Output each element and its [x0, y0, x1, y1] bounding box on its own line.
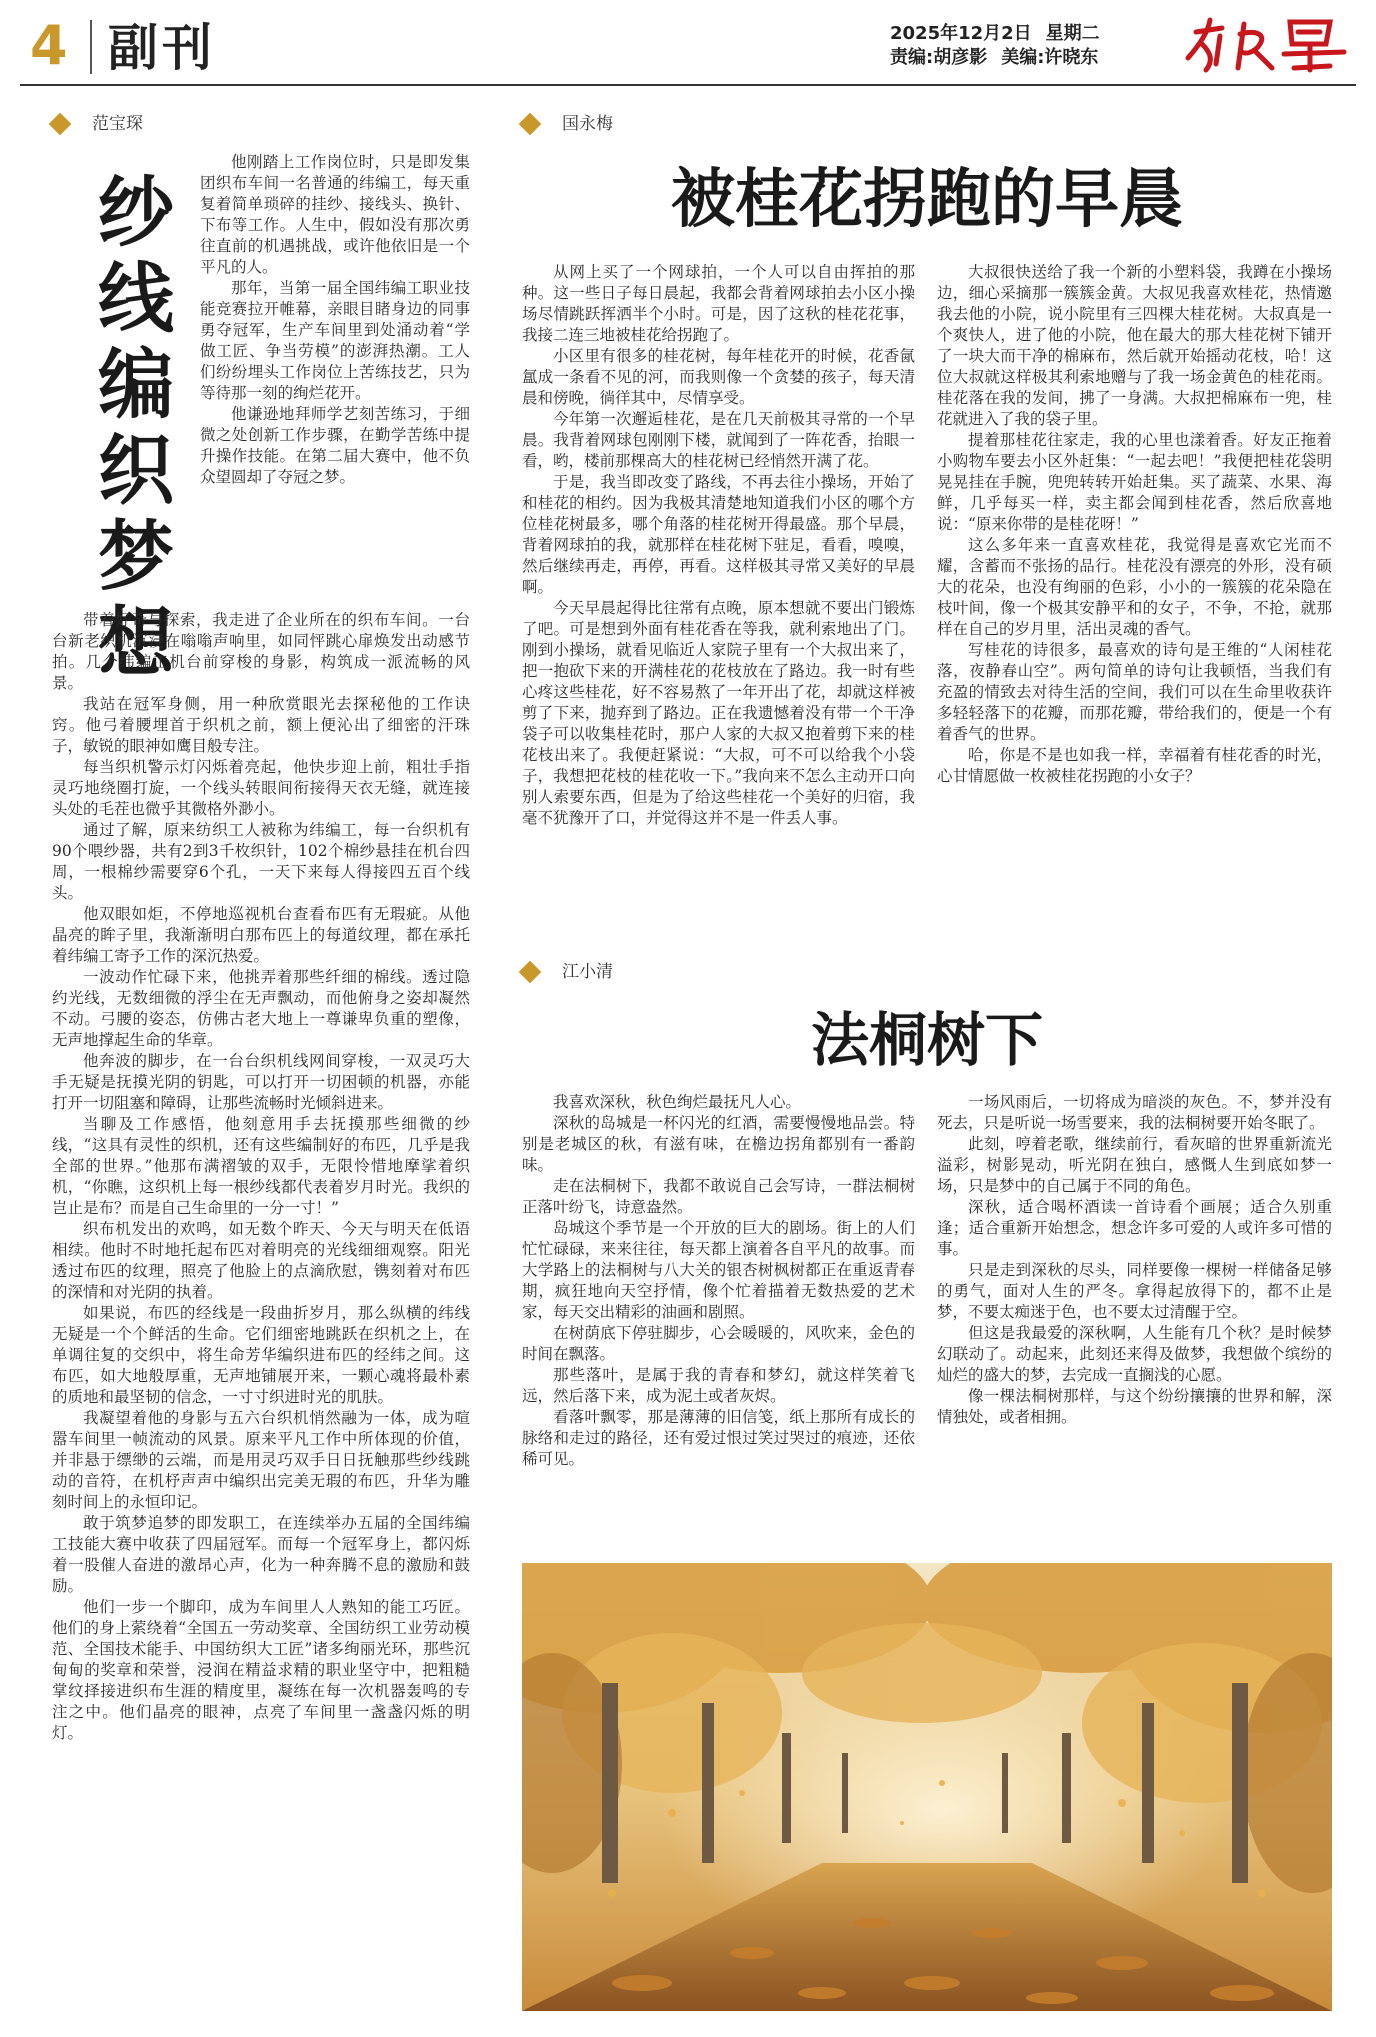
issue-weekday: 星期二: [1045, 23, 1100, 44]
paragraph: 深秋的岛城是一杯闪光的红酒，需要慢慢地品尝。特别是老城区的秋，有滋有味，在檐边拐角都别有一番韵味。: [522, 1114, 915, 1174]
article3-col1: [522, 1092, 915, 1470]
paragraph: 只是走到深秋的尽头，同样要像一棵树一样储备足够的勇气，面对人生的严冬。拿得起放得下的，都不止是梦，不要太痴迷于色，也不要太过清醒于空。: [937, 1261, 1332, 1321]
author-article1: 范宝琛: [92, 114, 143, 134]
article1-body: [52, 610, 470, 1744]
issue-date: 2025年12月2日: [890, 23, 1032, 44]
autumn-trees-photo: [522, 1563, 1332, 2011]
section-title: 副刊: [108, 19, 216, 77]
article3-col2: [937, 1092, 1332, 1428]
title-article2: 被桂花拐跑的早晨: [671, 163, 1183, 237]
paragraph: 带着好奇与探索，我走进了企业所在的织布车间。一台台新老织机沉浸在嗡嗡声响里，如同怦跳心扉焕发出动感节拍。几个纬编工机台前穿梭的身影，构筑成一派流畅的风景。: [52, 611, 470, 692]
diamond-bullet-icon: [519, 961, 542, 984]
paragraph: 当聊及工作感悟，他刻意用手去抚摸那些细微的纱线，“这具有灵性的织机，还有这些编制好的布匹，几乎是我全部的世界。”他那布满褶皱的双手，无限怜惜地摩挲着织机，“你瞧，这织机上每一根纱线都代表着岁月时光。我织的岂止是布？而是自己生命里的一分一寸！”: [52, 1115, 470, 1217]
paragraph: 于是，我当即改变了路线，不再去往小操场，开始了和桂花的相约。因为我极其清楚地知道我们小区的哪个方位桂花树最多，哪个角落的桂花树开得最盛。那个早晨，背着网球拍的我，就那样在桂花树下驻足，看看，嗅嗅，然后继续再走，再停，再看。这样极其寻常又美好的早晨啊。: [522, 473, 915, 596]
paragraph: 他刚踏上工作岗位时，只是即发集团织布车间一名普通的纬编工，每天重复着简单琐碎的挂纱、接线头、换针、下布等工作。人生中，假如没有那次勇往直前的机遇挑战，或许他依旧是一个平凡的人。: [200, 153, 470, 276]
paragraph: 敢于筑梦追梦的即发职工，在连续举办五届的全国纬编工技能大赛中收获了四届冠军。而每一个冠军身上，都闪烁着一股催人奋进的激昂心声，化为一种奔腾不息的激励和鼓励。: [52, 1514, 470, 1595]
editor-credit: 责编:胡彦影: [890, 47, 988, 68]
paragraph: 织布机发出的欢鸣，如无数个昨天、今天与明天在低语相续。他时不时地托起布匹对着明亮的光线细细观察。阳光透过布匹的纹理，照亮了他脸上的点滴欣慰，镌刻着对布匹的深情和对光阴的执着。: [52, 1220, 470, 1301]
diamond-bullet-icon: [519, 113, 542, 136]
paragraph: 我凝望着他的身影与五六台织机悄然融为一体，成为喧嚣车间里一帧流动的风景。原来平凡工作中所体现的价值，并非悬于缥缈的云端，而是用灵巧双手日日抚触那些纱线跳动的音符，在机杼声声中编织出完美无瑕的布匹，升华为雕刻时间上的永恒印记。: [52, 1409, 470, 1511]
paragraph: 此刻，哼着老歌，继续前行，看灰暗的世界重新流光溢彩，树影晃动，听光阴在独白，感慨人生到底如梦一场，只是梦中的自己属于不同的角色。: [937, 1135, 1332, 1195]
byline-article1: [52, 112, 512, 142]
byline-article2: [522, 112, 1332, 142]
paragraph: 他谦逊地拜师学艺刻苦练习，于细微之处创新工作步骤，在勤学苦练中提升操作技能。在第二届大赛中，他不负众望圆却了夺冠之梦。: [200, 405, 470, 486]
paragraph: 他双眼如炬，不停地巡视机台查看布匹有无瑕疵。从他晶亮的眸子里，我渐渐明白那布匹上的每道纹理，都在承托着纬编工寄予工作的深沉热爱。: [52, 905, 470, 965]
paragraph: 写桂花的诗很多，最喜欢的诗句是王维的“人闲桂花落，夜静春山空”。两句简单的诗句让我顿悟，当我们有充盈的情致去对待生活的空间，我们可以在生命里收获许多轻轻落下的花瓣，而那花瓣，带给我们的，便是一个有着香气的世界。: [937, 641, 1332, 743]
calligraphy-logo-icon: [1180, 14, 1360, 76]
designer-credit: 美编:许晓东: [1001, 47, 1099, 68]
paragraph: 在树荫底下停驻脚步，心会暖暖的，风吹来，金色的时间在飘落。: [522, 1324, 915, 1363]
paragraph: 哈，你是不是也如我一样，幸福着有桂花香的时光，心甘情愿做一枚被桂花拐跑的小女子？: [937, 746, 1332, 785]
paragraph: 大叔很快送给了我一个新的小塑料袋，我蹲在小操场边，细心采摘那一簇簇金黄。大叔见我喜欢桂花，热情邀我去他的小院，说小院里有三四棵大桂花树。大叔真是一个爽快人，进了他的小院，他在最大的那大桂花树下铺开了一块大而干净的棉麻布，然后就开始摇动花枝，哈！这位大叔就这样极其利索地赠与了我一场金黄色的桂花雨。桂花落在我的发间，拂了一身满。大叔把棉麻布一兜，桂花就进入了我的袋子里。: [937, 263, 1332, 428]
paragraph: 如果说，布匹的经线是一段曲折岁月，那么纵横的纬线无疑是一个个鲜活的生命。它们细密地跳跃在织机之上，在单调往复的交织中，将生命芳华编织进布匹的经纬之间。这布匹，如大地般厚重，无声地铺展开来，一颗心魂将最朴素的质地和最坚韧的信念，一寸寸织进时光的肌肤。: [52, 1304, 470, 1406]
paragraph: 我喜欢深秋，秋色绚烂最抚凡人心。: [553, 1093, 802, 1111]
article2-col2: [937, 262, 1332, 787]
paragraph: 他们一步一个脚印，成为车间里人人熟知的能工巧匠。他们的身上萦绕着“全国五一劳动奖章、全国纺织工业劳动模范、全国技术能手、中国纺织大工匠”诸多绚丽光环，那些沉甸甸的奖章和荣誉，浸润在精益求精的职业坚守中，把粗糙掌纹择接进织布生涯的精度里，凝练在每一次机器轰鸣的专注之中。他们晶亮的眼神，点亮了车间里一盏盏闪烁的明灯。: [52, 1598, 470, 1742]
paragraph: 通过了解，原来纺织工人被称为纬编工，每一台织机有90个喂纱器，共有2到3千枚织针，102个棉纱悬挂在机台四周，一根棉纱需要穿6个孔，一天下来每人得接四五百个线头。: [52, 821, 470, 902]
paragraph: 今天早晨起得比往常有点晚，原本想就不要出门锻炼了吧。可是想到外面有桂花香在等我，就利索地出了门。刚到小操场，就看见临近人家院子里有一个大叔出来了，把一抱砍下来的开满桂花的花枝放在了路边。我一时有些心疼这些桂花，好不容易熬了一年开出了花，却就这样被剪了下来，抛弃到了路边。正在我遗憾着没有带一个干净袋子可以收集桂花时，那户人家的大叔又抱着剪下来的桂花枝出来了。我便赶紧说：“大叔，可不可以给我个小袋子，我想把花枝的桂花收一下。”我向来不怎么主动开口向别人索要东西，但是为了给这些桂花一个美好的归宿，我毫不犹豫开了口，并觉得这并不是一件丢人事。: [522, 599, 915, 827]
paragraph: 走在法桐树下，我都不敢说自己会写诗，一群法桐树正落叶纷飞，诗意盎然。: [522, 1177, 915, 1216]
paragraph: 一波动作忙碌下来，他挑弄着那些纤细的棉线。透过隐约光线，无数细微的浮尘在无声飘动，而他俯身之姿却凝然不动。弓腰的姿态，仿佛古老大地上一尊谦卑负重的塑像，无声地撑起生命的华章。: [52, 968, 470, 1049]
paragraph: 但这是我最爱的深秋啊，人生能有几个秋？是时候梦幻联动了。动起来，此刻还来得及做梦，我想做个缤纷的灿烂的盛大的梦，去完成一直搁浅的心愿。: [937, 1324, 1332, 1384]
paragraph: 像一棵法桐树那样，与这个纷纷攘攘的世界和解，深情独处，或者相拥。: [937, 1387, 1332, 1426]
newspaper-logo: [1180, 14, 1360, 76]
paragraph: 一场风雨后，一切将成为暗淡的灰色。不，梦并没有死去，只是听说一场雪要来，我的法桐树要开始冬眠了。: [937, 1093, 1332, 1132]
page-header: [0, 0, 1376, 86]
paragraph: 深秋，适合喝杯酒读一首诗看个画展；适合久别重逢；适合重新开始想念，想念许多可爱的人或许多可惜的事。: [937, 1198, 1332, 1258]
paragraph: 岛城这个季节是一个开放的巨大的剧场。街上的人们忙忙碌碌，来来往往，每天都上演着各自平凡的故事。而大学路上的法桐树与八大关的银杏树枫树都正在重返青春期，疯狂地向天空抒情，像个忙着描着无数热爱的艺术家，每天交出精彩的油画和剧照。: [522, 1219, 915, 1321]
author-article3: 江小清: [562, 962, 613, 982]
paragraph: 每当织机警示灯闪烁着亮起，他快步迎上前，粗壮手指灵巧地绕圈打旋，一个线头转眼间衔接得天衣无缝，就连接头处的毛茬也微乎其微格外渺小。: [52, 758, 470, 818]
autumn-scene-icon: [522, 1563, 1332, 2011]
byline-article3: [522, 960, 1332, 990]
paragraph: 今年第一次邂逅桂花，是在几天前极其寻常的一个早晨。我背着网球包刚刚下楼，就闻到了一阵花香，抬眼一看，哟，楼前那棵高大的桂花树已经悄然开满了花。: [522, 410, 915, 470]
header-info: [890, 22, 1100, 70]
article2-col1: [522, 262, 915, 829]
title-article1: 纱线编织梦想: [98, 168, 174, 687]
paragraph: 那些落叶，是属于我的青春和梦幻，就这样笑着飞远，然后落下来，成为泥土或者灰烬。: [522, 1366, 915, 1405]
paragraph: 他奔波的脚步，在一台台织机线网间穿梭，一双灵巧大手无疑是抚摸光阴的钥匙，可以打开一切困顿的机器，亦能打开一切阻塞和障碍，让那些流畅时光倾斜进来。: [52, 1052, 470, 1112]
paragraph: 我站在冠军身侧，用一种欣赏眼光去探秘他的工作诀窍。他弓着腰埋首于织机之前，额上便沁出了细密的汗珠子，敏锐的眼神如鹰目般专注。: [52, 695, 470, 755]
article1-intro: [200, 152, 470, 488]
paragraph: 从网上买了一个网球拍，一个人可以自由挥拍的那种。这一些日子每日晨起，我都会背着网球拍去小区小操场尽情跳跃挥洒半个小时。可是，因了这秋的桂花花事，我接二连三地被桂花给拐跑了。: [522, 263, 915, 344]
paragraph: 那年，当第一届全国纬编工职业技能竞赛拉开帷幕，亲眼目睹身边的同事勇夺冠军，生产车间里到处涌动着“学做工匠、争当劳模”的澎湃热潮。工人们纷纷埋头工作岗位上苦练技艺，只为等待那一刻的绚烂花开。: [200, 279, 470, 402]
header-rule: [20, 84, 1356, 86]
paragraph: 小区里有很多的桂花树，每年桂花开的时候，花香氤氲成一条看不见的河，而我则像一个贪婪的孩子，每天清晨和傍晚，徜徉其中，尽情享受。: [522, 347, 915, 407]
diamond-bullet-icon: [49, 113, 72, 136]
paragraph: 提着那桂花往家走，我的心里也漾着香。好友正拖着小购物车要去小区外赶集：“一起去吧！”我便把桂花袋明晃晃挂在手腕，兜兜转转开始赶集。买了蔬菜、水果、海鲜，几乎每买一样，卖主都会闻到桂花香，然后欣喜地说：“原来你带的是桂花呀！”: [937, 431, 1332, 533]
paragraph: 看落叶飘零，那是薄薄的旧信笺，纸上那所有成长的脉络和走过的路径，还有爱过恨过笑过哭过的痕迹，还依稀可见。: [522, 1408, 915, 1468]
header-separator: [90, 20, 92, 74]
paragraph: 这么多年来一直喜欢桂花，我觉得是喜欢它光而不耀，含蓄而不张扬的品行。桂花没有漂亮的外形，没有硕大的花朵，也没有绚丽的色彩，小小的一簇簇的花朵隐在枝叶间，像一个极其安静平和的女子，不争，不抢，就那样在自己的岁月里，活出灵魂的香气。: [937, 536, 1332, 638]
author-article2: 国永梅: [562, 114, 613, 134]
title-article3: 法桐树下: [810, 1006, 1043, 1074]
page-number: 4: [30, 14, 68, 77]
